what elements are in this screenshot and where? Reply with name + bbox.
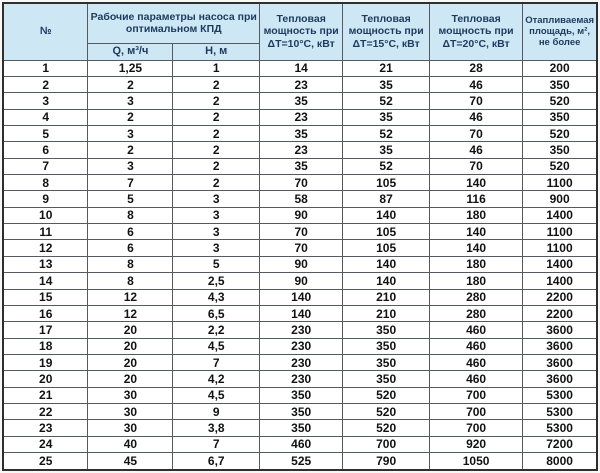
- cell-area: 5300: [523, 404, 597, 420]
- cell-head: 3,8: [173, 420, 260, 436]
- table-row: [3, 191, 597, 207]
- cell-head: 2: [173, 142, 260, 158]
- cell-power-dt15: 35: [343, 76, 430, 92]
- cell-power-dt10: 460: [260, 436, 343, 452]
- table-row: [3, 207, 597, 223]
- cell-flow: 1,25: [88, 60, 173, 76]
- cell-number: 14: [3, 273, 88, 289]
- cell-number: 3: [3, 93, 88, 109]
- cell-flow: 8: [88, 273, 173, 289]
- table-row: [3, 305, 597, 321]
- cell-number: 9: [3, 191, 88, 207]
- cell-power-dt10: 350: [260, 387, 343, 403]
- cell-number: 19: [3, 354, 88, 370]
- cell-power-dt10: 35: [260, 158, 343, 174]
- cell-power-dt10: 140: [260, 289, 343, 305]
- col-header-area: Отапливаемая площадь, м², не более: [523, 3, 597, 60]
- cell-area: 200: [523, 60, 597, 76]
- cell-power-dt20: 460: [429, 338, 522, 354]
- table-row: [3, 142, 597, 158]
- cell-area: 1100: [523, 224, 597, 240]
- table-row: [3, 436, 597, 452]
- cell-power-dt10: 70: [260, 240, 343, 256]
- cell-flow: 2: [88, 142, 173, 158]
- cell-power-dt10: 230: [260, 354, 343, 370]
- table-row: [3, 354, 597, 370]
- cell-power-dt10: 140: [260, 305, 343, 321]
- cell-flow: 20: [88, 371, 173, 387]
- cell-number: 4: [3, 109, 88, 125]
- cell-power-dt20: 1050: [429, 453, 522, 470]
- cell-number: 20: [3, 371, 88, 387]
- cell-power-dt15: 350: [343, 354, 430, 370]
- cell-power-dt10: 23: [260, 142, 343, 158]
- cell-flow: 12: [88, 289, 173, 305]
- cell-power-dt20: 180: [429, 273, 522, 289]
- cell-flow: 30: [88, 404, 173, 420]
- cell-power-dt15: 35: [343, 142, 430, 158]
- cell-power-dt15: 52: [343, 93, 430, 109]
- cell-power-dt20: 140: [429, 175, 522, 191]
- cell-power-dt15: 105: [343, 224, 430, 240]
- cell-number: 10: [3, 207, 88, 223]
- cell-power-dt20: 180: [429, 256, 522, 272]
- cell-area: 7200: [523, 436, 597, 452]
- cell-head: 4,5: [173, 387, 260, 403]
- cell-number: 5: [3, 125, 88, 141]
- cell-area: 1400: [523, 207, 597, 223]
- cell-flow: 5: [88, 191, 173, 207]
- cell-power-dt15: 210: [343, 305, 430, 321]
- cell-area: 3600: [523, 322, 597, 338]
- cell-head: 2: [173, 175, 260, 191]
- col-header-power-dt15: Тепловая мощность при ΔТ=15°С, кВт: [343, 3, 430, 60]
- cell-power-dt15: 140: [343, 273, 430, 289]
- cell-flow: 30: [88, 387, 173, 403]
- cell-area: 900: [523, 191, 597, 207]
- table-row: [3, 420, 597, 436]
- cell-power-dt20: 70: [429, 125, 522, 141]
- cell-power-dt15: 140: [343, 207, 430, 223]
- cell-power-dt20: 70: [429, 93, 522, 109]
- cell-power-dt10: 70: [260, 175, 343, 191]
- cell-power-dt20: 700: [429, 404, 522, 420]
- cell-head: 3: [173, 224, 260, 240]
- cell-power-dt10: 90: [260, 273, 343, 289]
- cell-power-dt15: 350: [343, 322, 430, 338]
- cell-power-dt10: 23: [260, 109, 343, 125]
- cell-head: 4,2: [173, 371, 260, 387]
- table-row: [3, 175, 597, 191]
- cell-number: 17: [3, 322, 88, 338]
- cell-area: 2200: [523, 289, 597, 305]
- cell-area: 3600: [523, 354, 597, 370]
- col-header-head: Н, м: [173, 43, 260, 60]
- cell-head: 3: [173, 207, 260, 223]
- cell-head: 1: [173, 60, 260, 76]
- table-body: [3, 60, 597, 470]
- cell-power-dt20: 70: [429, 158, 522, 174]
- table-row: [3, 289, 597, 305]
- cell-number: 8: [3, 175, 88, 191]
- cell-power-dt10: 35: [260, 93, 343, 109]
- cell-head: 3: [173, 240, 260, 256]
- cell-area: 350: [523, 76, 597, 92]
- cell-power-dt15: 105: [343, 175, 430, 191]
- cell-head: 2: [173, 109, 260, 125]
- cell-power-dt20: 920: [429, 436, 522, 452]
- cell-head: 2: [173, 125, 260, 141]
- table-row: [3, 125, 597, 141]
- cell-area: 3600: [523, 338, 597, 354]
- cell-flow: 7: [88, 175, 173, 191]
- table-row: [3, 158, 597, 174]
- cell-area: 5300: [523, 420, 597, 436]
- cell-power-dt10: 350: [260, 404, 343, 420]
- cell-flow: 3: [88, 93, 173, 109]
- cell-head: 5: [173, 256, 260, 272]
- cell-head: 6,7: [173, 453, 260, 470]
- cell-power-dt10: 350: [260, 420, 343, 436]
- cell-power-dt20: 116: [429, 191, 522, 207]
- cell-power-dt15: 520: [343, 387, 430, 403]
- cell-power-dt15: 87: [343, 191, 430, 207]
- cell-power-dt20: 28: [429, 60, 522, 76]
- cell-flow: 30: [88, 420, 173, 436]
- cell-head: 9: [173, 404, 260, 420]
- table-row: [3, 93, 597, 109]
- cell-head: 4,3: [173, 289, 260, 305]
- cell-number: 7: [3, 158, 88, 174]
- cell-number: 12: [3, 240, 88, 256]
- cell-area: 5300: [523, 387, 597, 403]
- cell-power-dt15: 700: [343, 436, 430, 452]
- cell-flow: 3: [88, 158, 173, 174]
- cell-power-dt15: 210: [343, 289, 430, 305]
- cell-power-dt15: 790: [343, 453, 430, 470]
- cell-flow: 2: [88, 109, 173, 125]
- cell-head: 2: [173, 93, 260, 109]
- cell-flow: 6: [88, 224, 173, 240]
- cell-power-dt15: 21: [343, 60, 430, 76]
- cell-power-dt20: 280: [429, 289, 522, 305]
- cell-number: 1: [3, 60, 88, 76]
- cell-power-dt15: 52: [343, 125, 430, 141]
- cell-power-dt15: 105: [343, 240, 430, 256]
- cell-area: 520: [523, 93, 597, 109]
- table-row: [3, 404, 597, 420]
- table-row: [3, 322, 597, 338]
- cell-power-dt10: 230: [260, 371, 343, 387]
- cell-number: 21: [3, 387, 88, 403]
- cell-number: 6: [3, 142, 88, 158]
- cell-area: 1400: [523, 273, 597, 289]
- table-row: [3, 109, 597, 125]
- cell-power-dt20: 460: [429, 371, 522, 387]
- cell-area: 8000: [523, 453, 597, 470]
- cell-power-dt15: 520: [343, 404, 430, 420]
- cell-power-dt15: 35: [343, 109, 430, 125]
- cell-flow: 20: [88, 322, 173, 338]
- cell-head: 7: [173, 436, 260, 452]
- col-header-number: №: [3, 3, 88, 60]
- cell-power-dt20: 46: [429, 109, 522, 125]
- cell-head: 6,5: [173, 305, 260, 321]
- cell-flow: 3: [88, 125, 173, 141]
- col-header-pump-params-group: Рабочие параметры насоса при оптимальном КПД: [88, 3, 260, 43]
- cell-power-dt15: 52: [343, 158, 430, 174]
- cell-power-dt10: 70: [260, 224, 343, 240]
- cell-power-dt20: 460: [429, 354, 522, 370]
- cell-power-dt20: 700: [429, 387, 522, 403]
- header-row-main: [3, 3, 597, 43]
- cell-head: 4,5: [173, 338, 260, 354]
- cell-area: 1100: [523, 240, 597, 256]
- cell-number: 11: [3, 224, 88, 240]
- cell-number: 13: [3, 256, 88, 272]
- cell-area: 350: [523, 109, 597, 125]
- cell-flow: 8: [88, 207, 173, 223]
- cell-power-dt20: 140: [429, 240, 522, 256]
- cell-area: 520: [523, 158, 597, 174]
- cell-flow: 2: [88, 76, 173, 92]
- table-row: [3, 387, 597, 403]
- cell-power-dt15: 350: [343, 371, 430, 387]
- col-header-power-dt20: Тепловая мощность при ΔТ=20°С, кВт: [429, 3, 522, 60]
- cell-power-dt10: 90: [260, 207, 343, 223]
- cell-area: 520: [523, 125, 597, 141]
- cell-power-dt10: 525: [260, 453, 343, 470]
- cell-power-dt10: 90: [260, 256, 343, 272]
- cell-head: 2,5: [173, 273, 260, 289]
- pump-heating-power-table: [2, 2, 598, 471]
- cell-power-dt15: 520: [343, 420, 430, 436]
- table-row: [3, 240, 597, 256]
- cell-power-dt10: 23: [260, 76, 343, 92]
- cell-area: 1100: [523, 175, 597, 191]
- table-row: [3, 273, 597, 289]
- cell-flow: 45: [88, 453, 173, 470]
- cell-power-dt20: 180: [429, 207, 522, 223]
- cell-number: 25: [3, 453, 88, 470]
- cell-area: 350: [523, 142, 597, 158]
- cell-power-dt20: 46: [429, 76, 522, 92]
- cell-head: 3: [173, 191, 260, 207]
- cell-power-dt10: 14: [260, 60, 343, 76]
- table-row: [3, 371, 597, 387]
- cell-area: 3600: [523, 371, 597, 387]
- cell-head: 2,2: [173, 322, 260, 338]
- table-row: [3, 453, 597, 470]
- col-header-power-dt10: Тепловая мощность при ΔТ=10°С, кВт: [260, 3, 343, 60]
- col-header-flow: Q, м³/ч: [88, 43, 173, 60]
- cell-number: 16: [3, 305, 88, 321]
- cell-power-dt20: 280: [429, 305, 522, 321]
- cell-number: 23: [3, 420, 88, 436]
- table-row: [3, 338, 597, 354]
- table-row: [3, 60, 597, 76]
- table-row: [3, 76, 597, 92]
- cell-number: 22: [3, 404, 88, 420]
- cell-head: 7: [173, 354, 260, 370]
- cell-flow: 20: [88, 354, 173, 370]
- table-row: [3, 256, 597, 272]
- cell-power-dt15: 350: [343, 338, 430, 354]
- cell-flow: 40: [88, 436, 173, 452]
- cell-flow: 8: [88, 256, 173, 272]
- cell-head: 2: [173, 76, 260, 92]
- cell-flow: 20: [88, 338, 173, 354]
- cell-area: 2200: [523, 305, 597, 321]
- cell-number: 18: [3, 338, 88, 354]
- cell-power-dt20: 700: [429, 420, 522, 436]
- table-header: [3, 3, 597, 60]
- cell-power-dt10: 35: [260, 125, 343, 141]
- cell-number: 15: [3, 289, 88, 305]
- cell-power-dt10: 230: [260, 322, 343, 338]
- cell-flow: 6: [88, 240, 173, 256]
- cell-power-dt15: 140: [343, 256, 430, 272]
- cell-number: 24: [3, 436, 88, 452]
- cell-head: 2: [173, 158, 260, 174]
- cell-number: 2: [3, 76, 88, 92]
- cell-area: 1400: [523, 256, 597, 272]
- cell-power-dt10: 230: [260, 338, 343, 354]
- cell-power-dt20: 460: [429, 322, 522, 338]
- cell-power-dt20: 46: [429, 142, 522, 158]
- table-row: [3, 224, 597, 240]
- cell-power-dt20: 140: [429, 224, 522, 240]
- cell-power-dt10: 58: [260, 191, 343, 207]
- cell-flow: 12: [88, 305, 173, 321]
